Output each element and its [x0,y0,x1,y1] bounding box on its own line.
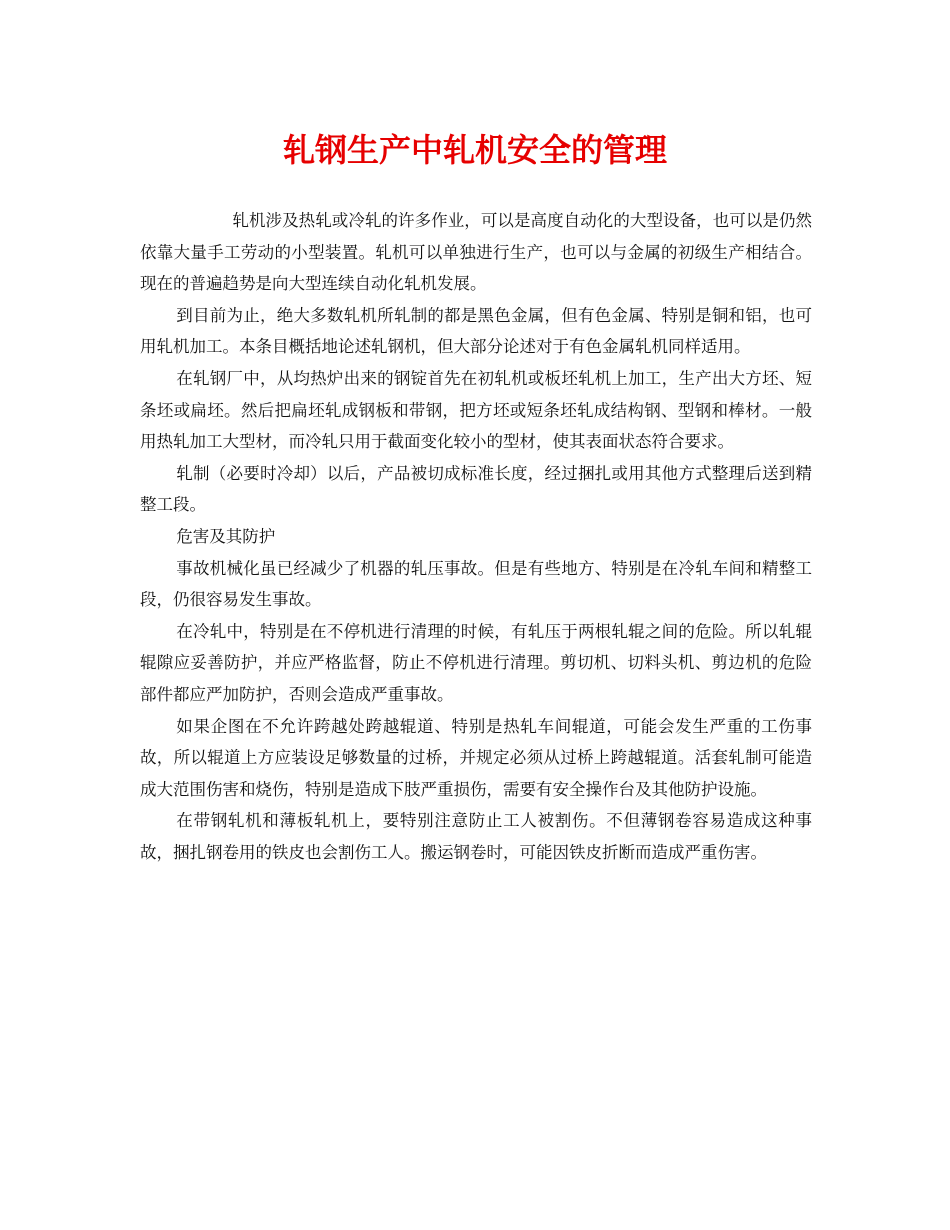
paragraph-roller-table: 如果企图在不允许跨越处跨越辊道、特别是热轧车间辊道，可能会发生严重的工伤事故，所以辊道上方应装设足够数量的过桥，并规定必须从过桥上跨越辊道。活套轧制可能造成大范围伤害和烧伤，特别是造成下肢严重损伤，需要有安全操作台及其他防护设施。 [140,716,812,799]
paragraph-process: 在轧钢厂中，从均热炉出来的钢锭首先在初轧机或板坯轧机上加工，生产出大方坯、短条坯或扁坯。然后把扁坯轧成钢板和带钢，把方坯或短条坯轧成结构钢、型钢和棒材。一般用热轧加工大型材，而冷轧只用于截面变化较小的型材，使其表面状态符合要求。 [140,368,812,452]
paragraph-accidents: 事故机械化虽已经减少了机器的轧压事故。但是有些地方、特别是在冷轧车间和精整工段，仍很容易发生事故。 [140,558,812,610]
section-heading-hazards: 危害及其防护 [176,526,276,546]
paragraph-metals: 到目前为止，绝大多数轧机所轧制的都是黑色金属，但有色金属、特别是铜和铝，也可用轧机加工。本条目概括地论述轧钢机，但大部分论述对于有色金属轧机同样适用。 [140,305,812,357]
paragraph-cuts: 在带钢轧机和薄板轧机上，要特别注意防止工人被割伤。不但薄钢卷容易造成这种事故，捆扎钢卷用的铁皮也会割伤工人。搬运钢卷时，可能因铁皮折断而造成严重伤害。 [140,811,812,862]
paragraph-finishing: 轧制（必要时冷却）以后，产品被切成标准长度，经过捆扎或用其他方式整理后送到精整工段。 [140,463,812,515]
page-title: 轧钢生产中轧机安全的管理 [282,131,667,169]
paragraph-cold-rolling: 在冷轧中，特别是在不停机进行清理的时候，有轧压于两根轧辊之间的危险。所以轧辊辊隙应妥善防护，并应严格监督，防止不停机进行清理。剪切机、切料头机、剪边机的危险部件都应严加防护，否则会造成严重事故。 [140,621,812,704]
document-body [140,205,812,868]
paragraph-intro: 轧机涉及热轧或冷轧的许多作业，可以是高度自动化的大型设备，也可以是仍然依靠大量手工劳动的小型装置。轧机可以单独进行生产，也可以与金属的初级生产相结合。现在的普遍趋势是向大型连续自动化轧机发展。 [140,211,812,294]
